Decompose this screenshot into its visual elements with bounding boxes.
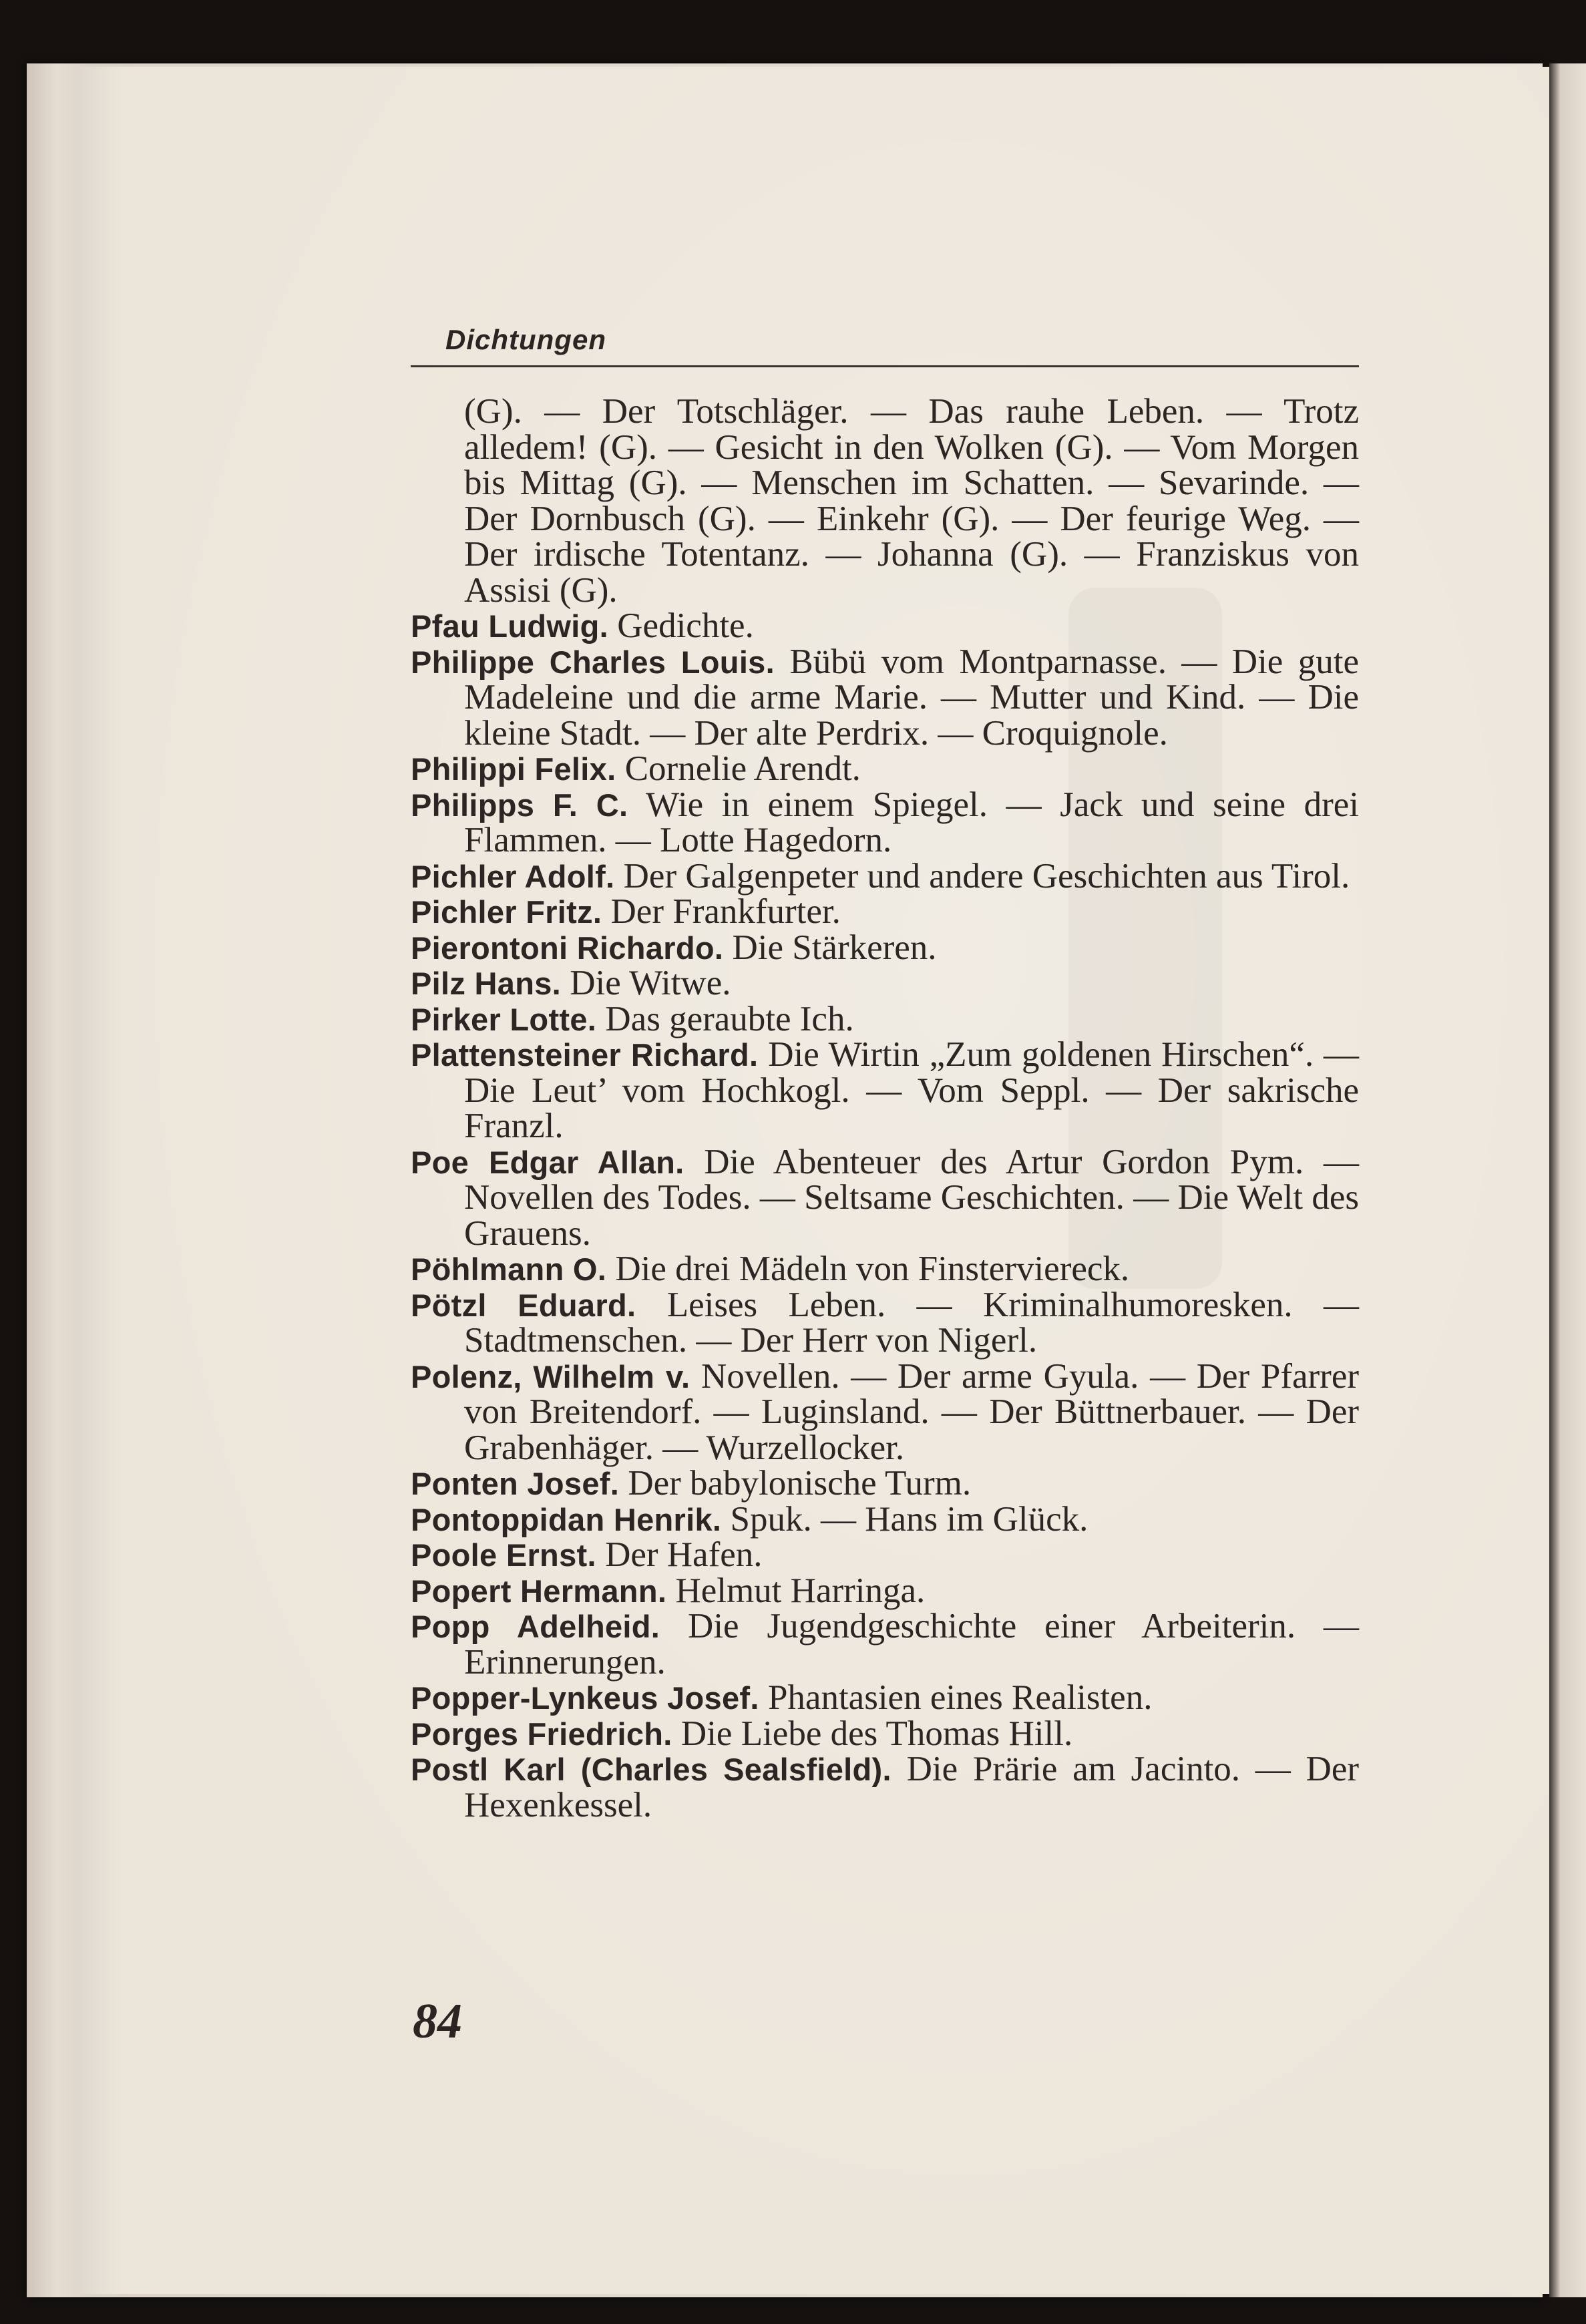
author-entry xyxy=(411,1716,1359,1752)
author-name: Pilz Hans. xyxy=(411,966,562,1001)
author-entry xyxy=(411,894,1359,930)
author-name: Popert Hermann. xyxy=(411,1573,667,1609)
work-titles: Die drei Mädeln von Finsterviereck. xyxy=(615,1249,1130,1288)
header-rule xyxy=(411,365,1359,367)
work-titles: Die Prärie am Jacinto. — Der Hexenkessel. xyxy=(464,1750,1359,1824)
work-titles: Phantasien eines Realisten. xyxy=(767,1678,1153,1717)
author-entry xyxy=(411,1037,1359,1145)
author-entry xyxy=(411,930,1359,966)
work-titles: Der babylonische Turm. xyxy=(628,1464,972,1503)
author-name: Philippe Charles Louis. xyxy=(411,644,775,680)
work-titles: Bübü vom Montparnasse. — Die gute Madeleine und die arme Marie. — Mutter und Kind. — Die kleine Stadt. — Der alte Perdrix. — Croquignole. xyxy=(464,642,1360,753)
author-entry xyxy=(411,1499,1359,1539)
bibliography-list xyxy=(411,394,1359,1823)
author-entry xyxy=(411,1680,1359,1716)
author-name: Philipps F. C. xyxy=(411,787,628,823)
work-titles: Leises Leben. — Kriminalhumoresken. — Stadtmenschen. — Der Herr von Nigerl. xyxy=(464,1285,1360,1360)
author-entry xyxy=(411,999,1359,1038)
work-titles: Helmut Harringa. xyxy=(675,1571,926,1610)
author-entry xyxy=(411,608,1359,644)
author-name: Philippi Felix. xyxy=(411,751,616,787)
author-name: Pirker Lotte. xyxy=(411,1001,597,1037)
author-name: Pichler Fritz. xyxy=(411,894,602,930)
author-entry xyxy=(411,751,1359,787)
work-titles: Die Wirtin „Zum goldenen Hirschen“. — Die Leut’ vom Hochkogl. — Vom Seppl. — Der sakrische Franzl. xyxy=(464,1035,1360,1145)
author-name: Popp Adelheid. xyxy=(411,1609,660,1644)
work-titles: Cornelie Arendt. xyxy=(624,749,861,788)
author-name: Porges Friedrich. xyxy=(411,1716,672,1752)
work-titles: Novellen. — Der arme Gyula. — Der Pfarrer von Breitendorf. — Luginsland. — Der Büttnerbauer. — Der Grabenhäger. — Wurzellocker. xyxy=(464,1356,1359,1467)
work-titles: Die Abenteuer des Artur Gordon Pym. — Novellen des Todes. — Seltsame Geschichten. — Die Welt des Grauens. xyxy=(464,1142,1359,1253)
work-titles: Die Witwe. xyxy=(570,964,731,1002)
work-titles: (G). — Der Totschläger. — Das rauhe Leben. — Trotz alledem! (G). — Gesicht in den Wolken (G). — Vom Morgen bis Mittag (G). — Menschen im Schatten. — Sevarinde. — Der Dornbusch (G). — Einkehr (G). — Der feurige Weg. — Der irdische Totentanz. — Johanna (G). — Franziskus von Assisi (G). xyxy=(464,392,1359,610)
work-titles: Der Galgenpeter und andere Geschichten aus Tirol. xyxy=(623,856,1350,896)
work-titles: Die Liebe des Thomas Hill. xyxy=(680,1714,1073,1753)
author-entry xyxy=(411,787,1359,859)
page-number: 84 xyxy=(413,1994,462,2049)
author-entry xyxy=(411,1142,1359,1253)
author-entry xyxy=(411,1537,1359,1573)
author-name: Plattensteiner Richard. xyxy=(411,1037,759,1073)
author-entry xyxy=(411,1752,1359,1823)
page-header xyxy=(411,324,1359,367)
author-name: Poole Ernst. xyxy=(411,1537,596,1573)
author-name: Pierontoni Richardo. xyxy=(411,930,724,966)
work-titles: Gedichte. xyxy=(617,606,754,645)
author-name: Ponten Josef. xyxy=(411,1466,620,1501)
author-entry xyxy=(411,1609,1359,1680)
author-entry xyxy=(411,394,1359,608)
author-name: Popper-Lynkeus Josef. xyxy=(411,1680,759,1716)
work-titles: Der Frankfurter. xyxy=(610,892,841,931)
author-entry xyxy=(411,856,1359,896)
author-name: Pfau Ludwig. xyxy=(411,608,609,644)
author-name: Pötzl Eduard. xyxy=(411,1287,636,1323)
author-name: Pichler Adolf. xyxy=(411,858,615,894)
author-name: Pontoppidan Henrik. xyxy=(411,1501,722,1537)
author-name: Pöhlmann O. xyxy=(411,1251,607,1287)
author-entry xyxy=(411,1466,1359,1502)
work-titles: Wie in einem Spiegel. — Jack und seine drei Flammen. — Lotte Hagedorn. xyxy=(464,785,1359,859)
work-titles: Die Jugendgeschichte einer Arbeiterin. — Erinnerungen. xyxy=(464,1607,1359,1682)
work-titles: Das geraubte Ich. xyxy=(605,999,854,1038)
author-entry xyxy=(411,1251,1359,1288)
running-head: Dichtungen xyxy=(445,324,606,355)
work-titles: Spuk. — Hans im Glück. xyxy=(730,1499,1088,1539)
author-entry xyxy=(411,1285,1360,1360)
author-entry xyxy=(411,1356,1359,1467)
work-titles: Die Stärkeren. xyxy=(732,928,937,967)
facing-page-edge xyxy=(1549,63,1586,2297)
author-name: Poe Edgar Allan. xyxy=(411,1144,684,1180)
author-entry xyxy=(411,644,1359,752)
author-entry xyxy=(411,966,1359,1002)
work-titles: Der Hafen. xyxy=(605,1535,763,1574)
author-name: Polenz, Wilhelm v. xyxy=(411,1358,690,1394)
author-entry xyxy=(411,1573,1359,1609)
author-name: Postl Karl (Charles Sealsfield). xyxy=(411,1752,891,1787)
